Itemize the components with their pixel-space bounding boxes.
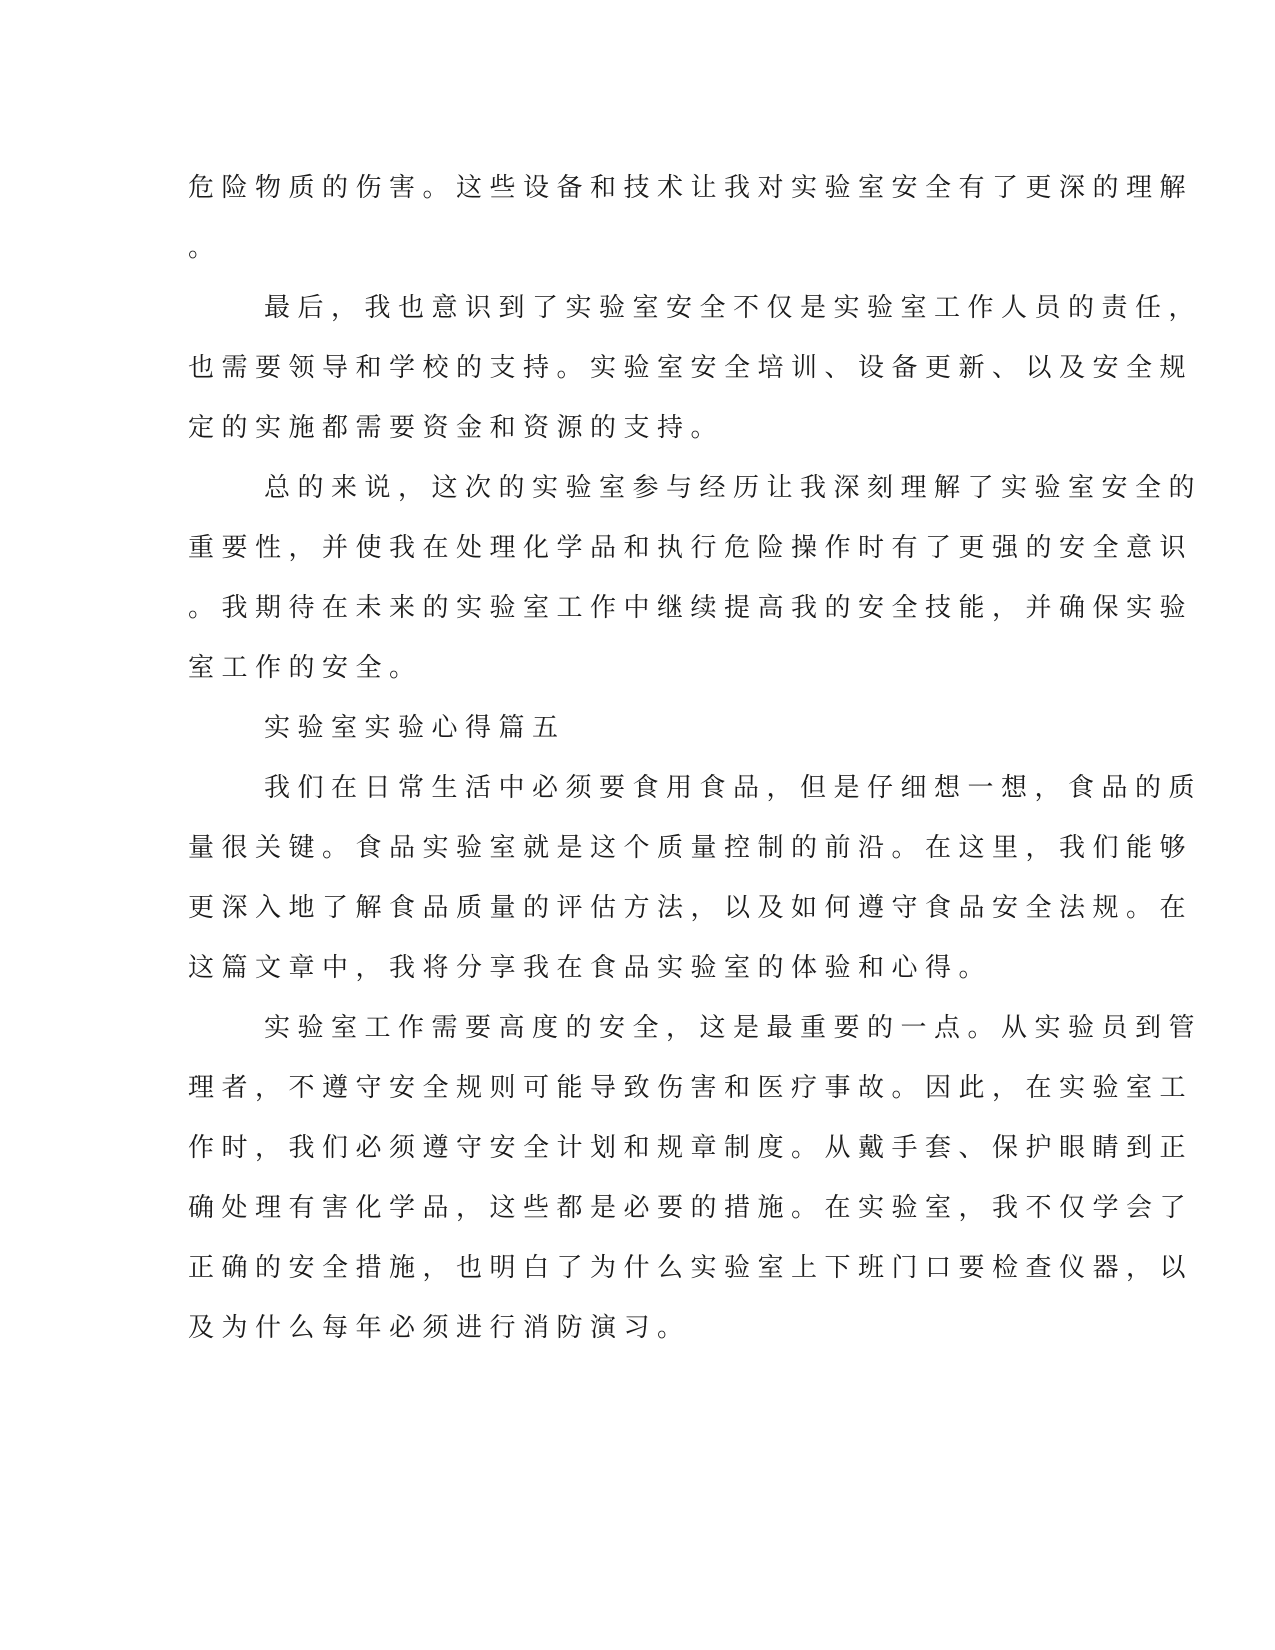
text-line: 这篇文章中，我将分享我在食品实验室的体验和心得。 — [188, 953, 993, 983]
text-line: 正确的安全措施，也明白了为什么实验室上下班门口要检查仪器，以 — [188, 1253, 1194, 1283]
text-line: 定的实施都需要资金和资源的支持。 — [188, 413, 725, 443]
paragraph-start-line: 总的来说，这次的实验室参与经历让我深刻理解了实验室安全的 — [264, 473, 1203, 503]
paragraph-start-line: 我们在日常生活中必须要食用食品，但是仔细想一想，食品的质 — [264, 773, 1203, 803]
text-line: 确处理有害化学品，这些都是必要的措施。在实验室，我不仅学会了 — [188, 1193, 1194, 1223]
text-line: 重要性，并使我在处理化学品和执行危险操作时有了更强的安全意识 — [188, 533, 1194, 563]
text-line: 。 — [188, 233, 222, 263]
text-line: 也需要领导和学校的支持。实验室安全培训、设备更新、以及安全规 — [188, 353, 1194, 383]
text-line: 理者，不遵守安全规则可能导致伤害和医疗事故。因此，在实验室工 — [188, 1073, 1194, 1103]
text-line: 。我期待在未来的实验室工作中继续提高我的安全技能，并确保实验 — [188, 593, 1194, 623]
document-body — [188, 158, 1203, 1358]
text-line: 更深入地了解食品质量的评估方法，以及如何遵守食品安全法规。在 — [188, 893, 1194, 923]
text-line: 及为什么每年必须进行消防演习。 — [188, 1313, 691, 1343]
paragraph-start-line: 实验室工作需要高度的安全，这是最重要的一点。从实验员到管 — [264, 1013, 1203, 1043]
section-heading: 实验室实验心得篇五 — [264, 713, 566, 743]
text-line: 作时，我们必须遵守安全计划和规章制度。从戴手套、保护眼睛到正 — [188, 1133, 1194, 1163]
paragraph-start-line: 最后，我也意识到了实验室安全不仅是实验室工作人员的责任， — [264, 293, 1203, 323]
text-line: 量很关键。食品实验室就是这个质量控制的前沿。在这里，我们能够 — [188, 833, 1194, 863]
text-line: 室工作的安全。 — [188, 653, 423, 683]
text-line: 危险物质的伤害。这些设备和技术让我对实验室安全有了更深的理解 — [188, 173, 1194, 203]
